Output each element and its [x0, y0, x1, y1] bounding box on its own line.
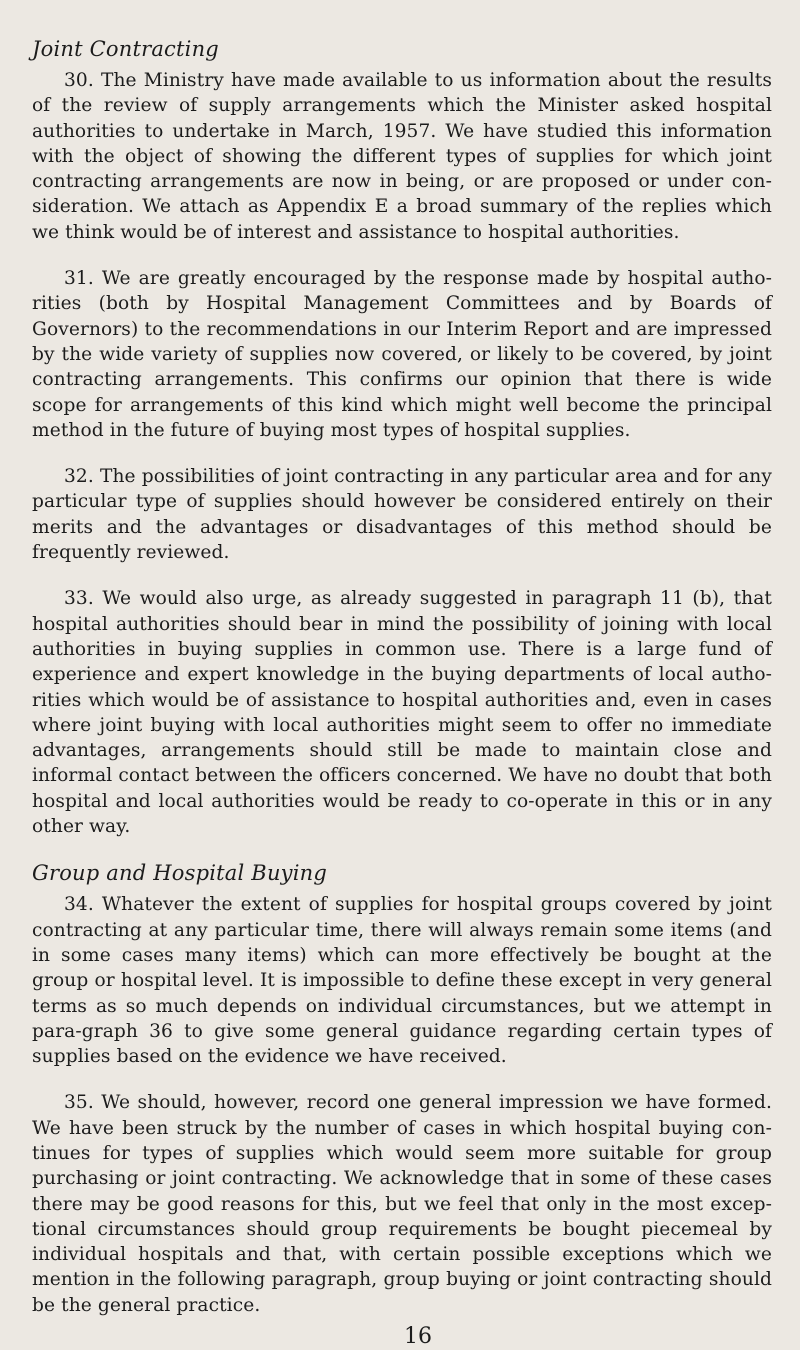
page-number: 16: [404, 1324, 432, 1350]
paragraph-33: 33. We would also urge, as already suggested in paragraph 11 (b), that hospital authorities should bear in mind the possibility of joining with local authorities in buying supplies in common use. There is a large fund of experience and expert knowledge in the buying departments of local autho-rities which would be of assistance to hospital authorities and, even in cases where joint buying with local authorities might seem to offer no immediate advantages, arrangements should still be made to maintain close and informal contact between the officers concerned. We have no doubt that both hospital and local authorities would be ready to co-operate in this or in any other way.: [32, 588, 772, 838]
paragraph-34: 34. Whatever the extent of supplies for hospital groups covered by joint contracting at any particular time, there will always remain some items (and in some cases many items) which can more effectively be bought at the group or hospital level. It is impossible to define these except in very general terms as so much depends on individual circumstances, but we attempt in para-graph 36 to give some general guidance regarding certain types of supplies based on the evidence we have received.: [32, 894, 772, 1068]
paragraph-31: 31. We are greatly encouraged by the response made by hospital autho-rities (both by Hospital Management Committees and by Boards of Governors) to the recommendations in our Interim Report and are impressed by the wide variety of supplies now covered, or likely to be covered, by joint contracting arrangements. This confirms our opinion that there is wide scope for arrangements of this kind which might well become the principal method in the future of buying most types of hospital supplies.: [32, 268, 772, 441]
paragraph-32: 32. The possibilities of joint contracting in any particular area and for any particular type of supplies should however be considered entirely on their merits and the advantages or disadvantages of this method should be frequently reviewed.: [32, 466, 772, 564]
section-heading: Group and Hospital Buying: [32, 861, 328, 886]
paragraph-35: 35. We should, however, record one general impression we have formed. We have been struck by the number of cases in which hospital buying con-tinues for types of supplies which would seem more suitable for group purchasing or joint contracting. We acknowledge that in some of these cases there may be good reasons for this, but we feel that only in the most excep-tional circumstances should group requirements be bought piecemeal by individual hospitals and that, with certain possible exceptions which we mention in the following paragraph, group buying or joint contracting should be the general practice.: [32, 1092, 772, 1316]
paragraph-30: 30. The Ministry have made available to us information about the results of the review of supply arrangements which the Minister asked hospital authorities to undertake in March, 1957. We have studied this information with the object of showing the different types of supplies for which joint contracting arrangements are now in being, or are proposed or under con-sideration. We attach as Appendix E a broad summary of the replies which we think would be of interest and assistance to hospital authorities.: [32, 70, 772, 243]
running-title: Joint Contracting: [32, 37, 219, 61]
